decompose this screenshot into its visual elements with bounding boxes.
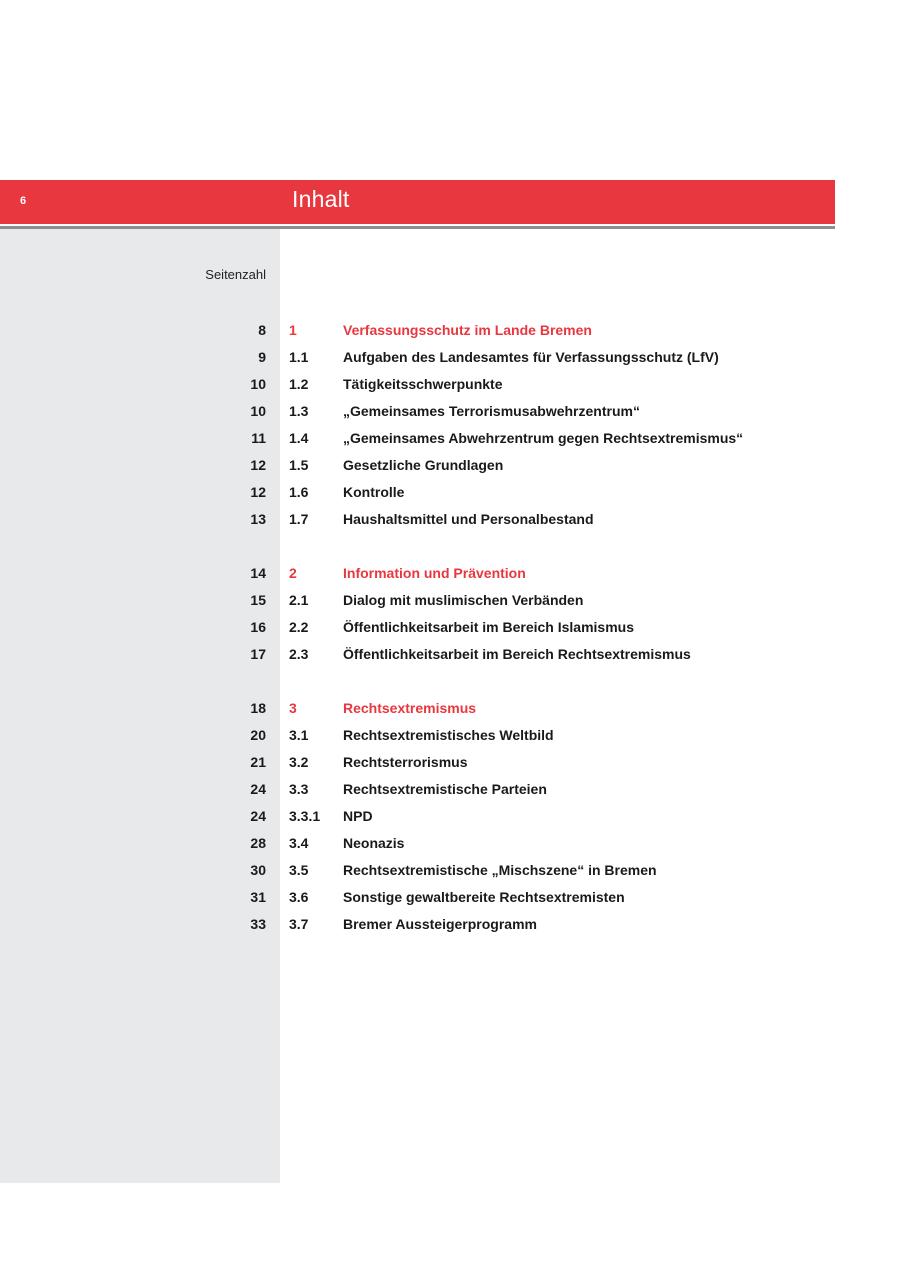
toc-chapter-row[interactable] (0, 698, 835, 718)
toc-section-title: Kontrolle (343, 484, 405, 500)
toc-section-title: Information und Prävention (343, 565, 526, 581)
toc-section-title: Haushaltsmittel und Personalbestand (343, 511, 594, 527)
toc-chapter-row[interactable] (0, 320, 835, 340)
page-number: 6 (20, 195, 27, 207)
toc-section-number: 3.3 (289, 781, 309, 797)
toc-row[interactable] (0, 806, 835, 826)
toc-row[interactable] (0, 455, 835, 475)
toc-page-number: 13 (250, 511, 266, 527)
toc-section-number: 3.5 (289, 862, 309, 878)
toc-page-number: 18 (250, 700, 266, 716)
page-column-label: Seitenzahl (205, 267, 266, 282)
toc-section-title: Rechtsextremistische Parteien (343, 781, 547, 797)
toc-row[interactable] (0, 860, 835, 880)
toc-row[interactable] (0, 347, 835, 367)
header-divider (0, 226, 835, 229)
toc-row[interactable] (0, 833, 835, 853)
toc-section-number: 1.1 (289, 349, 309, 365)
toc-section-title: Rechtsextremismus (343, 700, 477, 716)
toc-row[interactable] (0, 482, 835, 502)
toc-section-number: 1 (289, 322, 297, 338)
toc-section-number: 1.7 (289, 511, 309, 527)
toc-section-number: 2 (289, 565, 297, 581)
toc-row[interactable] (0, 590, 835, 610)
toc-page-number: 30 (250, 862, 266, 878)
toc-page-number: 9 (258, 349, 266, 365)
toc-page-number: 11 (251, 430, 266, 446)
toc-row[interactable] (0, 401, 835, 421)
toc-page-number: 24 (250, 781, 266, 797)
toc-section-number: 1.6 (289, 484, 309, 500)
toc-section-title: Sonstige gewaltbereite Rechtsextremisten (343, 889, 625, 905)
toc-section-number: 1.2 (289, 376, 309, 392)
toc-section-title: Aufgaben des Landesamtes für Verfassungsschutz (LfV) (343, 349, 719, 365)
toc-page-number: 14 (250, 565, 266, 581)
toc-page-number: 24 (250, 808, 266, 824)
toc-page-number: 12 (250, 484, 266, 500)
toc-section-title: Bremer Aussteigerprogramm (343, 916, 537, 932)
toc-chapter-row[interactable] (0, 563, 835, 583)
toc-section-number: 3.1 (289, 727, 309, 743)
toc-row[interactable] (0, 644, 835, 664)
toc-section-number: 3 (289, 700, 297, 716)
header-bar (0, 180, 835, 224)
toc-section-title: „Gemeinsames Terrorismusabwehrzentrum“ (343, 403, 640, 419)
toc-section-title: Tätigkeitsschwerpunkte (343, 376, 503, 392)
toc-section-title: NPD (343, 808, 373, 824)
toc-page-number: 20 (250, 727, 266, 743)
toc-section-title: Öffentlichkeitsarbeit im Bereich Rechtsextremismus (343, 646, 691, 662)
toc-section-number: 3.6 (289, 889, 309, 905)
toc-page-number: 16 (250, 619, 266, 635)
toc-row[interactable] (0, 779, 835, 799)
toc-section-title: Öffentlichkeitsarbeit im Bereich Islamismus (343, 619, 634, 635)
toc-row[interactable] (0, 887, 835, 907)
toc-row[interactable] (0, 752, 835, 772)
toc-row[interactable] (0, 914, 835, 934)
toc-section-title: „Gemeinsames Abwehrzentrum gegen Rechtsextremismus“ (343, 430, 744, 446)
toc-section-number: 2.2 (289, 619, 309, 635)
toc-row[interactable] (0, 428, 835, 448)
toc-page-number: 31 (250, 889, 266, 905)
toc-section-number: 3.3.1 (289, 808, 321, 824)
toc-page-number: 21 (250, 754, 266, 770)
toc-section-number: 3.4 (289, 835, 309, 851)
toc-section-number: 3.7 (289, 916, 309, 932)
toc-page-number: 28 (250, 835, 266, 851)
toc-page-number: 12 (250, 457, 266, 473)
toc-page-number: 15 (250, 592, 266, 608)
toc-section-title: Dialog mit muslimischen Verbänden (343, 592, 584, 608)
toc-section-title: Rechtsextremistische „Mischszene“ in Bremen (343, 862, 657, 878)
toc-row[interactable] (0, 374, 835, 394)
toc-row[interactable] (0, 617, 835, 637)
toc-page-number: 10 (250, 403, 266, 419)
page-title: Inhalt (292, 186, 350, 212)
toc-row[interactable] (0, 509, 835, 529)
toc-section-number: 2.1 (289, 592, 309, 608)
toc-section-number: 1.3 (289, 403, 309, 419)
toc-page-number: 33 (250, 916, 266, 932)
toc-section-number: 1.5 (289, 457, 309, 473)
toc-row[interactable] (0, 725, 835, 745)
toc-section-title: Neonazis (343, 835, 405, 851)
toc-page-number: 8 (258, 322, 266, 338)
toc-section-title: Verfassungsschutz im Lande Bremen (343, 322, 592, 338)
toc-section-number: 1.4 (289, 430, 309, 446)
toc-section-title: Rechtsextremistisches Weltbild (343, 727, 554, 743)
toc-section-title: Rechtsterrorismus (343, 754, 468, 770)
toc-page-number: 17 (250, 646, 266, 662)
toc-section-title: Gesetzliche Grundlagen (343, 457, 504, 473)
toc-section-number: 3.2 (289, 754, 309, 770)
toc-page-number: 10 (250, 376, 266, 392)
toc-section-number: 2.3 (289, 646, 309, 662)
